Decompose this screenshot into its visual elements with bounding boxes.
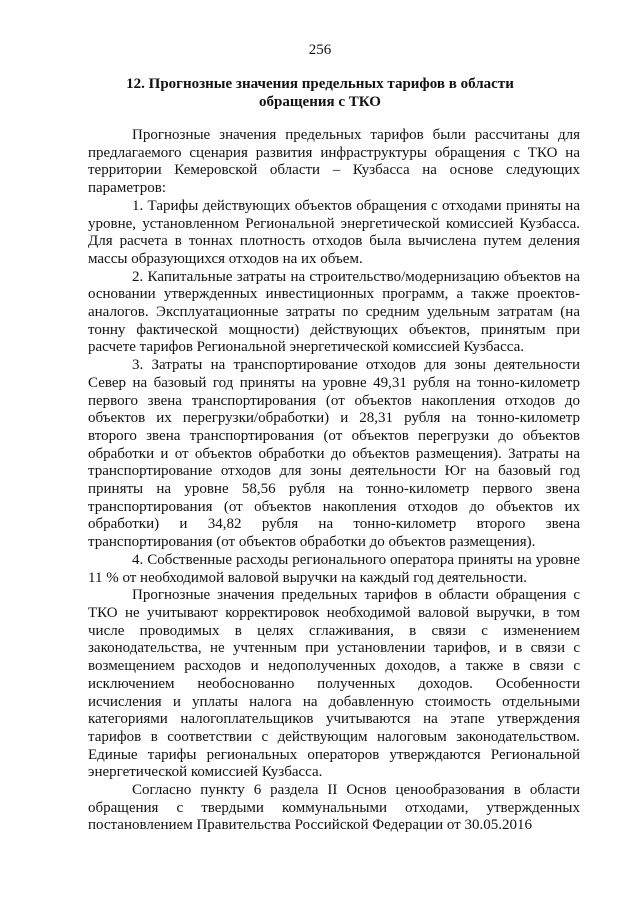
list-item-3: 3. Затраты на транспортирование отходов для зоны деятельности Север на базовый год приняты на уровне 49,31 рубля на тонно-километр первого звена транспортирования (от объектов накопления отходов до объектов их перегрузки/обработки) и 28,31 рубля на тонно-километр второго звена транспортирования (от объектов перегрузки до объектов обработки и от объектов обработки до объектов размещения). Затраты на транспортирование отходов для зоны деятельности Юг на базовый год приняты на уровне 58,56 рубля на тонно-километр первого звена транспортирования (от объектов накопления отходов до объектов их обработки) и 34,82 рубля на тонно-километр второго звена транспортирования (от объектов обработки до объектов размещения).: [88, 357, 580, 551]
section-heading-line-1: 12. Прогнозные значения предельных тарифов в области: [126, 76, 514, 92]
paragraph-corrections: Прогнозные значения предельных тарифов в области обращения с ТКО не учитывают корректировок необходимой валовой выручки, в том числе проводимых в целях сглаживания, в связи с изменением законодательства, не учтенным при установлении тарифов, и в связи с возмещением расходов и недополученных доходов, а также в связи с исключением необоснованно полученных доходов. Особенности исчисления и уплаты налога на добавленную стоимость отдельными категориями налогоплательщиков учитываются на этапе утверждения тарифов в соответствии с действующим налоговым законодательством. Единые тарифы региональных операторов утверждаются Региональной энергетической комиссией Кузбасса.: [88, 587, 580, 781]
paragraph-legal-basis: Согласно пункту 6 раздела II Основ ценообразования в области обращения с твердыми коммунальными отходами, утвержденных постановлением Правительства Российской Федерации от 30.05.2016: [88, 782, 580, 834]
list-item-2: 2. Капитальные затраты на строительство/модернизацию объектов на основании утвержденных инвестиционных программ, а также проектов-аналогов. Эксплуатационные затраты по средним удельным затратам (на тонну фактической мощности) действующих объектов, принятым при расчете тарифов Региональной энергетической комиссией Кузбасса.: [88, 268, 580, 356]
list-item-4: 4. Собственные расходы регионального оператора приняты на уровне 11 % от необходимой валовой выручки на каждый год деятельности.: [88, 551, 580, 586]
paragraph-intro: Прогнозные значения предельных тарифов были рассчитаны для предлагаемого сценария развития инфраструктуры обращения с ТКО на территории Кемеровской области – Кузбасса на основе следующих параметров:: [88, 127, 580, 197]
page-number: 256: [308, 42, 332, 58]
section-heading-line-2: обращения с ТКО: [259, 94, 381, 110]
section-heading: [120, 75, 520, 111]
list-item-1: 1. Тарифы действующих объектов обращения с отходами приняты на уровне, установленном Региональной энергетической комиссией Кузбасса. Для расчета в тоннах плотность отходов была вычислена путем деления массы образующихся отходов на их объем.: [88, 197, 580, 267]
body-text: [88, 127, 580, 835]
